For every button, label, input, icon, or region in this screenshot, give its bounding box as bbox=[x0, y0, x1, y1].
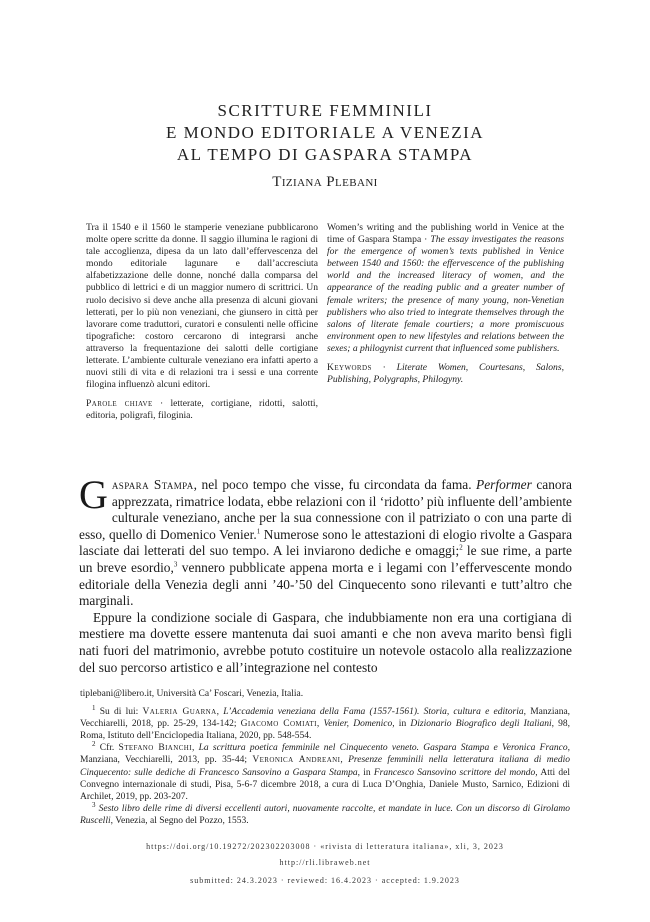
keywords-italian: Parole chiave · letterate, cortigiane, ridotti, salotti, editoria, poligrafi, filoginia. bbox=[86, 398, 318, 422]
abstract-english-text: Women’s writing and the publishing world in Venice at the time of Gaspara Stampa · The essay investigates the reasons for the emergence of women’s texts published in Venice between 1540 and 1560: the effervescence of the publishing world and the increased literacy of women, and the appearance of the reading public and a greater number of female writers; the presence of many young, non-Venetian publishers who also tried to integrate themselves through the salons of literate female courtiers; a more promiscuous environment open to new lifestyles and relations between the sexes; a philogynist current that influenced some publishers. bbox=[327, 222, 564, 354]
footnote-ref[interactable]: 3 bbox=[173, 560, 178, 569]
footnotes bbox=[80, 688, 570, 827]
footnote-ref[interactable]: 2 bbox=[459, 543, 463, 552]
body-paragraph: Eppure la condizione sociale di Gaspara, che indubbiamente non era una cortigiana di mestiere ma dovette essere mantenuta dai suoi amanti e che non aveva marito bensì figli nati fuori del matrimonio, avrebbe potuto costituire un notevole ostacolo alla realizzazione del suo percorso artistico e all’integrazione nel contesto bbox=[79, 609, 572, 675]
article-title bbox=[0, 100, 650, 166]
abstract-italian-text: Tra il 1540 e il 1560 le stamperie veneziane pubblicarono molte opere scritte da donne. Il saggio illumina le ragioni di tale accoglienza, dipesa da un lato dall’effervescenza del mondo editoriale lagunare e dall’accresciuta alfabetizzazione delle donne, nonché dalla comparsa del pubblico di lettrici e di un maggior numero di scrittrici. Un ruolo decisivo si deve anche alla presenza di alcuni giovani letterati, per lo più non veneziani, che giunsero in città per lavorare come traduttori, curatori e consulenti nelle officine tipografiche: costoro cercarono di integrarsi anche attraverso la frequentazione dei salotti delle cortigiane letterate. L’ambiente culturale veneziano era infatti aperto a nuovi stili di vita e di relazioni tra i sessi e una corrente filogina influenzò alcuni editori. bbox=[86, 222, 318, 391]
keywords-english: Keywords · Literate Women, Courtesans, Salons, Publishing, Polygraphs, Philogyny. bbox=[327, 362, 564, 386]
drop-cap: G bbox=[79, 472, 108, 517]
footnote-ref[interactable]: 1 bbox=[256, 527, 261, 536]
article-body bbox=[79, 472, 573, 676]
abstract-english bbox=[327, 222, 564, 386]
subject-name: aspara Stampa bbox=[111, 477, 194, 492]
body-paragraph: Gaspara Stampa, nel poco tempo che visse, fu circondata da fama. Performer canora apprezzata, rimatrice lodata, ebbe relazioni con il ‘ridotto’ più influente dell’ambiente culturale veneziano, anche per la sua connessione con il patriziato o con una parte di esso, quello di Domenico Venier.$^1$ Numerose sono le attestazioni di elogio rivolte a Gaspara lasciate dai letterati del suo tempo. A lei inviarono dediche e omaggi;$^2$ le sue rime, a parte un breve esordio,$^3$ vennero pubblicate appena morta e i legami con l’effervescente mondo editoriale della Venezia degli anni ’40-’50 del Cinquecento sono rilevanti e tutt’altro che marginali. bbox=[79, 472, 573, 609]
footnote-2: $^2$ Cfr. Stefano Bianchi, La scrittura poetica femminile nel Cinquecento veneto. Gaspara Stampa e Veronica Franco, Manziana, Vecchiarelli, 2013, pp. 35-44; Veronica Andreani, Presenze femminili nella letteratura italiana di medio Cinquecento: sulle dediche di Francesco Sansovino a Gaspara Stampa, in Francesco Sansovino scrittore del mondo, Atti del Convegno internazionale di studi, Pisa, 5-6-7 dicembre 2018, a cura di Luca D’Onghia, Daniele Musto, Sarnico, Edizioni di Archilet, 2019, pp. 203-207. bbox=[80, 740, 571, 802]
title-line: E MONDO EDITORIALE A VENEZIA bbox=[165, 123, 485, 142]
footnote-3: $^3$ Sesto libro delle rime di diversi eccellenti autori, nuovamente raccolte, et mandate in luce. Con un discorso di Girolamo Ruscelli, Venezia, al Segno del Pozzo, 1553. bbox=[80, 800, 571, 826]
footnote-1: $^1$ Su di lui: Valeria Guarna, L’Accademia veneziana della Fama (1557-1561). Storia, cultura e editoria, Manziana, Vecchiarelli, 2018, pp. 25-29, 134-142; Giacomo Comiati, Venier, Domenico, in Dizionario Biografico degli Italiani, 98, Roma, Istituto dell’Enciclopedia Italiana, 2020, pp. 548-554. bbox=[80, 703, 571, 742]
author-name: Tiziana Plebani bbox=[272, 174, 378, 190]
submission-dates: submitted: 24.3.2023 · reviewed: 16.4.2023 · accepted: 1.9.2023 bbox=[190, 876, 460, 885]
title-line: SCRITTURE FEMMINILI bbox=[217, 101, 433, 120]
journal-url[interactable]: http://rli.libraweb.net bbox=[279, 858, 371, 867]
doi-line[interactable]: https://doi.org/10.19272/202302203008 · «rivista di letteratura italiana», xli, 3, 2023 bbox=[146, 842, 504, 851]
abstract-italian bbox=[86, 222, 318, 423]
author-affiliation: tiplebani@libero.it, Università Ca’ Foscari, Venezia, Italia. bbox=[80, 689, 304, 699]
title-line: AL TEMPO DI GASPARA STAMPA bbox=[176, 145, 474, 164]
